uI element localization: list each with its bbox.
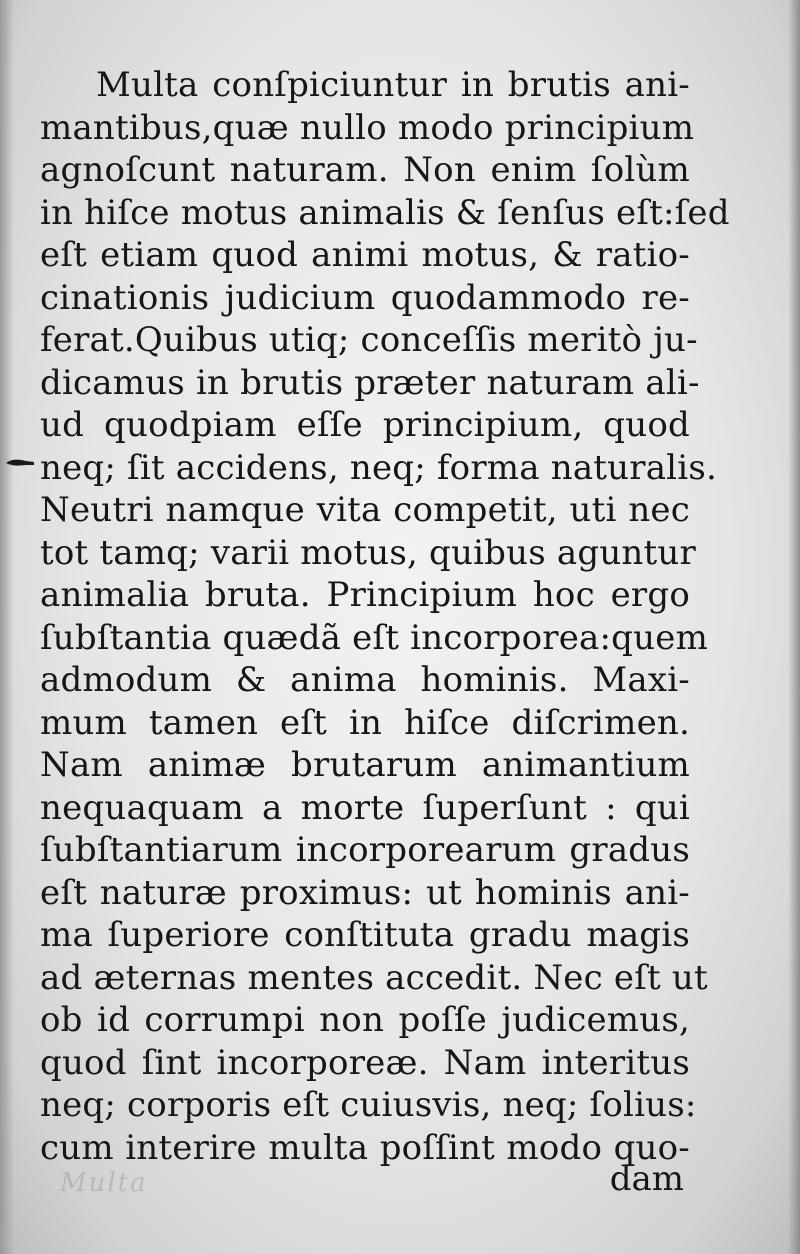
catchword: dam xyxy=(609,1159,684,1199)
text-line: agnoſcunt naturam. Non enim ſolùm xyxy=(40,150,690,190)
text-line: eſt naturæ proximus: ut hominis ani- xyxy=(40,872,690,913)
text-line: Neutri namque vita competit, uti nec xyxy=(40,490,690,530)
text-line: dicamus in brutis præter naturam ali- xyxy=(40,362,700,403)
text-line: Nam animæ brutarum animantium xyxy=(40,745,690,785)
text-line: eſt etiam quod animi motus, & ratio- xyxy=(40,235,690,275)
text-line: mum tamen eſt in hiſce diſcrimen. xyxy=(40,702,690,743)
text-line: nequaquam a morte ſuperſunt : qui xyxy=(40,787,690,828)
text-line: cinationis judicium quodammodo re- xyxy=(40,277,690,318)
text-line: neq; ſit accidens, neq; forma naturalis. xyxy=(40,447,717,488)
text-line: ſubſtantia quædã eſt incorporea:quem xyxy=(40,617,709,658)
text-line: cum interire multa poſſint modo quo- xyxy=(40,1127,690,1168)
text-line: ferat.Quibus utiq; conceſſis meritò ju- xyxy=(40,320,698,360)
text-line: Multa conſpiciuntur in brutis ani- xyxy=(96,65,690,105)
pointing-arrow-icon xyxy=(4,453,36,473)
text-line: in hiſce motus animalis & ſenſus eſt:ſed xyxy=(40,192,730,233)
bleed-through-text: Multa xyxy=(60,1168,148,1198)
text-line: tot tamq; varii motus, quibus aguntur xyxy=(40,532,696,573)
text-line: ob id corrumpi non poſſe judicemus, xyxy=(40,1000,690,1040)
body-text xyxy=(40,64,730,1169)
text-line: admodum & anima hominis. Maxi- xyxy=(40,660,690,700)
text-line: ma ſuperiore conſtituta gradu magis xyxy=(40,915,690,955)
text-line: animalia bruta. Principium hoc ergo xyxy=(40,575,690,615)
text-line: quod ſint incorporeæ. Nam interitus xyxy=(40,1042,690,1083)
text-line: mantibus,quæ nullo modo principium xyxy=(40,107,695,148)
text-line: ad æternas mentes accedit. Nec eſt ut xyxy=(40,957,708,998)
text-line: neq; corporis eſt cuiusvis, neq; ſolius: xyxy=(40,1085,697,1125)
text-line: ſubſtantiarum incorporearum gradus xyxy=(40,830,690,870)
text-line: ud quodpiam eſſe principium, quod xyxy=(40,405,690,445)
